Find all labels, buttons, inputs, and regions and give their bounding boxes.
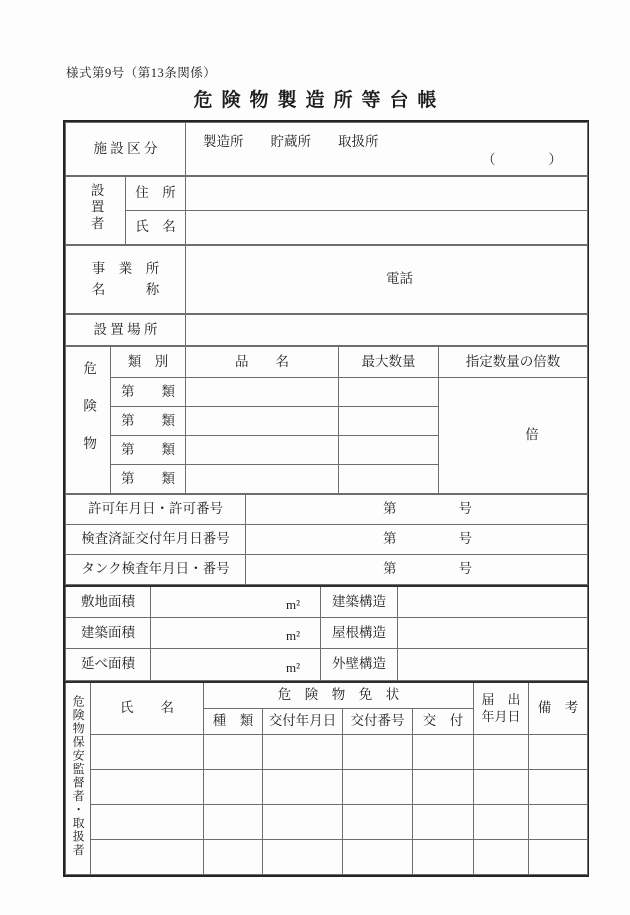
license-issuer-cell: [413, 840, 474, 875]
notification-date-cell: [474, 805, 529, 840]
facility-other-parens: [482, 151, 562, 169]
installer-address-label: 住 所: [126, 177, 186, 211]
hazmat-qty-cell: [339, 378, 439, 407]
number-suffix: 号: [458, 501, 472, 517]
notification-date-cell: [474, 840, 529, 875]
installer-address-value: [186, 177, 588, 211]
license-type-cell: [204, 735, 263, 770]
permit-number-value: [246, 495, 588, 525]
hazmat-qty-cell: [339, 407, 439, 436]
installer-label: [66, 177, 126, 245]
license-issuer-cell: [413, 770, 474, 805]
supervisor-label-text: 危険物保安監督者・取扱者: [71, 694, 86, 857]
license-issuer-header: 交 付: [413, 709, 474, 735]
hazmat-label: [66, 347, 111, 494]
hazmat-header-multiple: 指定数量の倍数: [439, 347, 588, 378]
installer-name-label: 氏 名: [126, 211, 186, 245]
remarks-cell: [529, 770, 588, 805]
paren-close: ）: [548, 152, 562, 167]
license-issue-number-cell: [343, 805, 413, 840]
number-suffix: 号: [458, 531, 472, 547]
number-prefix: 第: [383, 561, 397, 577]
building-structure-value: [398, 586, 588, 618]
hazmat-section: [65, 346, 588, 494]
hazmat-multiple-value: 倍: [439, 378, 588, 494]
total-floor-area-label: 延べ面積: [66, 649, 151, 681]
hazmat-header-class: 類 別: [111, 347, 186, 378]
notification-date-line2: 年月日: [481, 708, 521, 724]
license-type-cell: [204, 805, 263, 840]
unit-m2: m²: [285, 628, 300, 644]
number-suffix: 号: [458, 561, 472, 577]
supervisor-name-cell: [91, 840, 204, 875]
roof-structure-label: 屋根構造: [321, 618, 398, 649]
phone-label: 電話: [386, 271, 413, 287]
paren-open: （: [482, 152, 496, 167]
license-issue-number-cell: [343, 770, 413, 805]
unit-m2: m²: [285, 597, 300, 613]
building-area-value: [151, 618, 321, 649]
page-title: 危険物製造所等台帳: [193, 90, 446, 111]
business-office-label: [66, 246, 186, 314]
license-issuer-cell: [413, 805, 474, 840]
hazmat-class-row: 第 類: [111, 407, 186, 436]
installer-label-text: 設置者: [88, 183, 104, 233]
license-issuer-cell: [413, 735, 474, 770]
supervisor-name-cell: [91, 735, 204, 770]
installer-section: [65, 176, 588, 245]
license-issue-date-header: 交付年月日: [263, 709, 343, 735]
outer-wall-structure-label: 外壁構造: [321, 649, 398, 681]
inspection-cert-label: 検査済証交付年月日番号: [66, 525, 246, 555]
installer-name-value: [186, 211, 588, 245]
inspection-cert-value: [246, 525, 588, 555]
hazmat-class-row: 第 類: [111, 378, 186, 407]
facility-classification-label: 施 設 区 分: [66, 123, 186, 176]
notification-date-header: [474, 682, 529, 735]
hazmat-label-text: 危険物: [81, 361, 97, 474]
hazmat-product-cell: [186, 378, 339, 407]
installation-location-section: [65, 314, 588, 346]
hazmat-product-cell: [186, 465, 339, 494]
hazmat-header-product: 品 名: [186, 347, 339, 378]
tank-inspection-label: タンク検査年月日・番号: [66, 555, 246, 585]
supervisor-name-header: 氏 名: [91, 682, 204, 735]
license-header: 危 険 物 免 状: [204, 682, 474, 709]
remarks-cell: [529, 805, 588, 840]
business-office-label-line1: 事 業 所: [91, 260, 160, 276]
license-issue-date-cell: [263, 770, 343, 805]
hazmat-qty-cell: [339, 465, 439, 494]
license-issue-number-header: 交付番号: [343, 709, 413, 735]
hazmat-class-row: 第 類: [111, 436, 186, 465]
permit-date-number-label: 許可年月日・許可番号: [66, 495, 246, 525]
license-issue-date-cell: [263, 735, 343, 770]
supervisor-name-cell: [91, 805, 204, 840]
roof-structure-value: [398, 618, 588, 649]
license-type-header: 種 類: [204, 709, 263, 735]
remarks-cell: [529, 840, 588, 875]
outer-wall-structure-value: [398, 649, 588, 681]
remarks-cell: [529, 735, 588, 770]
license-type-cell: [204, 840, 263, 875]
hazmat-product-cell: [186, 407, 339, 436]
notification-date-cell: [474, 770, 529, 805]
notification-date-line1: 届 出: [481, 692, 521, 708]
areas-section: [65, 585, 588, 681]
facility-options: 製造所 貯蔵所 取扱所: [203, 133, 379, 149]
notification-date-cell: [474, 735, 529, 770]
license-issue-date-cell: [263, 840, 343, 875]
number-prefix: 第: [383, 531, 397, 547]
ledger-table: [63, 120, 589, 877]
site-area-value: [151, 586, 321, 618]
hazmat-class-row: 第 類: [111, 465, 186, 494]
facility-classification-section: [65, 122, 588, 176]
remarks-header: 備 考: [529, 682, 588, 735]
business-office-label-line2: 名 称: [91, 281, 160, 297]
license-type-cell: [204, 770, 263, 805]
license-issue-number-cell: [343, 735, 413, 770]
license-issue-date-cell: [263, 805, 343, 840]
hazmat-product-cell: [186, 436, 339, 465]
supervisor-name-cell: [91, 770, 204, 805]
business-office-value: [186, 246, 588, 314]
supervisor-label: [66, 682, 91, 875]
hazmat-qty-cell: [339, 436, 439, 465]
supervisor-section: [65, 681, 588, 875]
building-structure-label: 建築構造: [321, 586, 398, 618]
installation-location-label: 設 置 場 所: [66, 315, 186, 346]
business-office-section: [65, 245, 588, 314]
site-area-label: 敷地面積: [66, 586, 151, 618]
form-number: 様式第9号（第13条関係）: [66, 66, 217, 80]
permits-section: [65, 494, 588, 585]
installation-location-value: [186, 315, 588, 346]
tank-inspection-value: [246, 555, 588, 585]
unit-m2: m²: [285, 660, 300, 676]
number-prefix: 第: [383, 501, 397, 517]
facility-classification-value: [186, 123, 588, 176]
building-area-label: 建築面積: [66, 618, 151, 649]
hazmat-header-max-qty: 最大数量: [339, 347, 439, 378]
license-issue-number-cell: [343, 840, 413, 875]
total-floor-area-value: [151, 649, 321, 681]
